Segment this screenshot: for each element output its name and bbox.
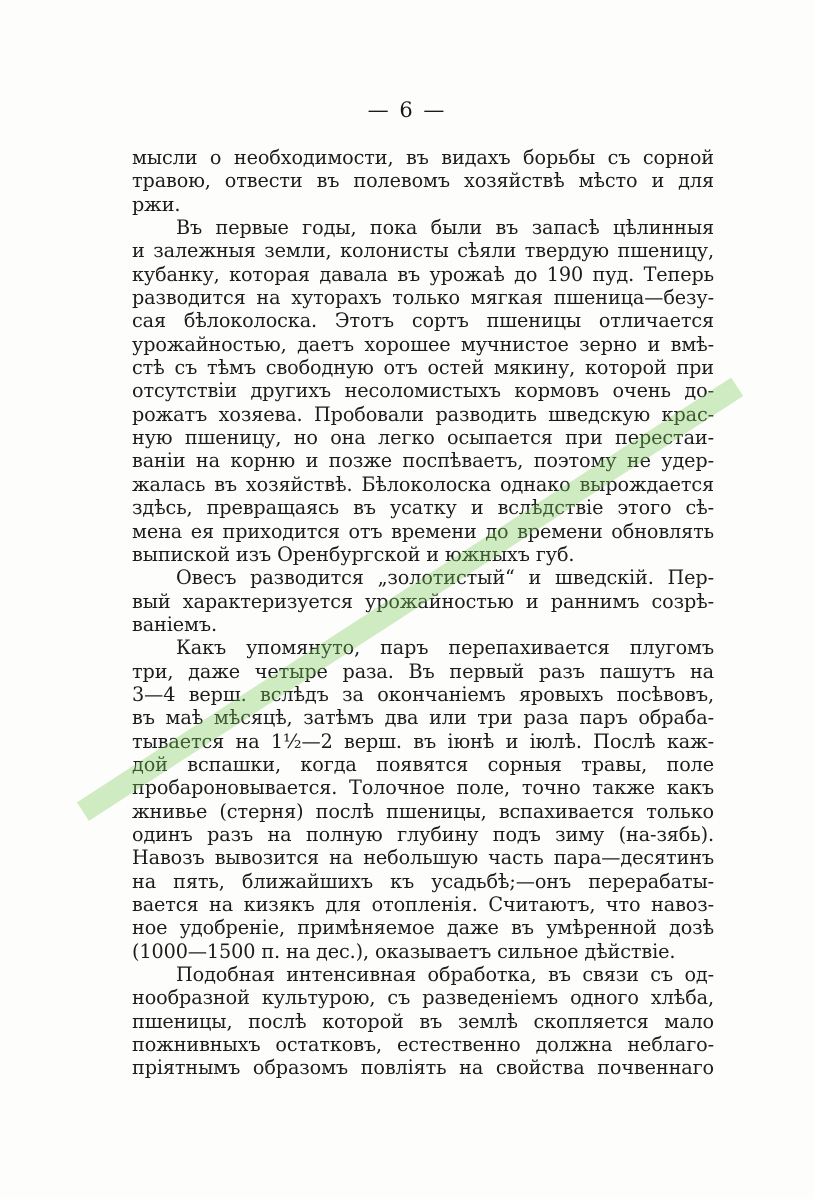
text-line: ную пшеницу, но она легко осыпается при перестаи- bbox=[132, 426, 714, 450]
text-line: пробароновывается. Толочное поле, точно также какъ bbox=[132, 776, 714, 800]
text-line: разводится на хуторахъ только мягкая пшеница—безу- bbox=[132, 286, 714, 310]
text-line: жнивье (стерня) послѣ пшеницы, вспахивается только bbox=[132, 799, 714, 823]
text-line: вый характеризуется урожайностью и раннимъ созрѣ- bbox=[132, 589, 714, 613]
text-line: одинъ разъ на полную глубину подъ зиму (на-зябь). bbox=[132, 822, 714, 846]
text-line: ное удобреніе, примѣняемое даже въ умѣренной дозѣ bbox=[132, 916, 714, 940]
text-line: въ маѣ мѣсяцѣ, затѣмъ два или три раза паръ обраба- bbox=[132, 706, 714, 730]
text-line: три, даже четыре раза. Въ первый разъ пашутъ на bbox=[132, 659, 714, 683]
text-line: пріятнымъ образомъ повліять на свойства почвеннаго bbox=[132, 1056, 714, 1080]
text-line: жалась въ хозяйствѣ. Бѣлоколоска однако вырождается bbox=[132, 472, 714, 496]
text-line: мена ея приходится отъ времени до времени обновлять bbox=[132, 519, 714, 543]
page-number: — 6 — bbox=[367, 98, 447, 122]
text-line: и залежныя земли, колонисты сѣяли твердую пшеницу, bbox=[132, 239, 714, 263]
text-line: стѣ съ тѣмъ свободную отъ остей мякину, которой при bbox=[132, 356, 714, 380]
paragraph-1 bbox=[132, 146, 714, 216]
text-line: на пять, ближайшихъ къ усадьбѣ;—онъ перерабаты- bbox=[132, 869, 714, 893]
text-line: выпиской изъ Оренбургской и южныхъ губ. bbox=[132, 542, 575, 566]
text-line: ваніи на корню и позже поспѣваетъ, поэтому не удер- bbox=[132, 449, 714, 473]
text-line: урожайностью, даетъ хорошее мучнистое зерно и вмѣ- bbox=[132, 332, 714, 356]
body-text bbox=[132, 146, 714, 1080]
text-line: травою, отвести въ полевомъ хозяйствѣ мѣсто и для bbox=[132, 169, 714, 193]
text-line: Въ первые годы, пока были въ запасѣ цѣлинныя bbox=[176, 216, 714, 240]
paragraph-3 bbox=[132, 566, 714, 636]
text-line: пшеницы, послѣ которой въ землѣ скопляется мало bbox=[132, 1009, 714, 1033]
text-line: мысли о необходимости, въ видахъ борьбы съ сорной bbox=[132, 146, 714, 169]
text-line: (1000—1500 п. на дес.), оказываетъ сильное дѣйствіе. bbox=[132, 939, 676, 963]
text-line: сая бѣлоколоска. Этотъ сортъ пшеницы отличается bbox=[132, 309, 714, 333]
paragraph-2 bbox=[132, 216, 714, 566]
text-line: здѣсь, превращаясь въ усатку и вслѣдствіе этого сѣ- bbox=[132, 496, 714, 520]
text-line: Какъ упомянуто, паръ перепахивается плугомъ bbox=[176, 636, 714, 660]
text-line: Навозъ вывозится на небольшую часть пара—десятинъ bbox=[132, 846, 714, 870]
text-line: Овесъ разводится „золотистый“ и шведскій. Пер- bbox=[176, 566, 714, 590]
paragraph-4 bbox=[132, 636, 714, 963]
paragraph-5 bbox=[132, 963, 714, 1080]
text-line: Подобная интенсивная обработка, въ связи съ од- bbox=[176, 963, 714, 987]
text-line: рожатъ хозяева. Пробовали разводить шведскую крас- bbox=[132, 402, 714, 426]
text-line: дой вспашки, когда появятся сорныя травы, поле bbox=[132, 752, 714, 776]
text-line: отсутствіи другихъ несоломистыхъ кормовъ очень до- bbox=[132, 379, 714, 403]
text-line: нообразной культурою, съ разведеніемъ одного хлѣба, bbox=[132, 986, 714, 1010]
text-line: пожнивныхъ остатковъ, естественно должна неблаго- bbox=[132, 1033, 714, 1057]
text-line: кубанку, которая давала въ урожаѣ до 190 пуд. Теперь bbox=[132, 262, 714, 286]
text-line: ржи. bbox=[132, 192, 181, 216]
text-line: тывается на 1½—2 верш. въ іюнѣ и іюлѣ. Послѣ каж- bbox=[132, 729, 714, 753]
text-line: 3—4 верш. вслѣдъ за окончаніемъ яровыхъ посѣвовъ, bbox=[132, 682, 714, 706]
text-line: ваніемъ. bbox=[132, 612, 217, 636]
text-line: вается на кизякъ для отопленія. Считаютъ, что навоз- bbox=[132, 893, 714, 916]
